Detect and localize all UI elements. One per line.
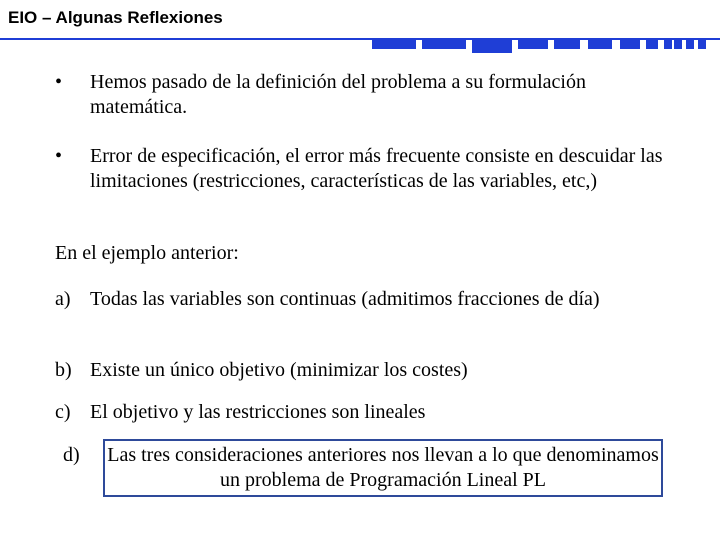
header-block (422, 40, 466, 49)
list-label: a) (55, 288, 71, 310)
header-block (372, 40, 416, 49)
intro-paragraph: En el ejemplo anterior: (55, 242, 239, 264)
header-line (0, 38, 720, 40)
header-decoration-bar (0, 38, 720, 54)
header-block (554, 40, 580, 49)
header-block (674, 40, 682, 49)
conclusion-box (103, 439, 663, 497)
list-label: c) (55, 401, 71, 423)
slide-title: EIO – Algunas Reflexiones (8, 8, 223, 27)
list-text: El objetivo y las restricciones son lineales (90, 401, 426, 423)
header-block (588, 40, 612, 49)
header-block (698, 40, 706, 49)
bullet-text: Hemos pasado de la definición del problema a su formulación matemática. (90, 71, 586, 118)
bullet-text: Error de especificación, el error más frecuente consiste en descuidar las limitaciones (restricciones, características de las variables, etc,) (90, 145, 663, 192)
list-text: Existe un único objetivo (minimizar los costes) (90, 359, 468, 381)
boxed-item-label: d) (63, 444, 80, 466)
bullet-symbol: • (55, 145, 63, 167)
header-block (664, 40, 672, 49)
bullet-symbol: • (55, 71, 63, 93)
header-block (472, 40, 512, 53)
list-text: Todas las variables son continuas (admitimos fracciones de día) (90, 288, 600, 310)
header-block (646, 40, 658, 49)
list-label: b) (55, 359, 72, 381)
conclusion-text: Las tres consideraciones anteriores nos llevan a lo que denominamos un problema de Programación Lineal PL (107, 444, 659, 491)
header-block (686, 40, 694, 49)
header-block (518, 40, 548, 49)
header-block (620, 40, 640, 49)
